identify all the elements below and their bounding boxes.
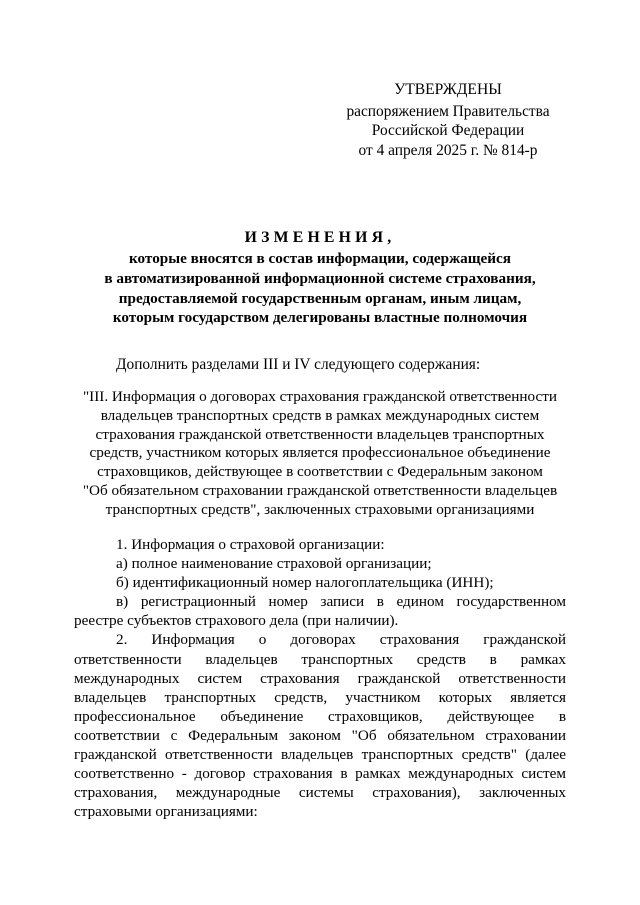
approval-block	[330, 80, 566, 160]
intro-paragraph: Дополнить разделами III и IV следующего содержания:	[116, 356, 481, 373]
document-body	[74, 535, 566, 821]
approval-line: распоряжением Правительства	[346, 102, 550, 120]
subtitle-line: которые вносятся в состав информации, содержащейся	[128, 250, 511, 267]
document-subtitle	[70, 249, 570, 328]
paragraph-item-2: 2. Информация о договорах страхования гражданской ответственности владельцев транспортных средств в рамках международных систем страхования гражданской ответственности владельцев транспортных средств, участником которых является профессиональное объединение страховщиков, действующее в соответствии с Федеральным законом "Об обязательном страховании гражданской ответственности владельцев транспортных средств" (далее соответственно - договор страхования в рамках международных систем страхования, международные системы страхования), заключенных страховыми организациями:	[74, 631, 566, 821]
section-heading-line: страхования гражданской ответственности владельцев транспортных	[95, 425, 545, 443]
subtitle-line: которым государством делегированы властные полномочия	[112, 309, 528, 327]
approval-heading: УТВЕРЖДЕНЫ	[394, 81, 502, 98]
approval-line: Российской Федерации	[371, 122, 525, 139]
subtitle-line: предоставляемой государственным органам, иным лицам,	[118, 289, 522, 307]
section-heading-line: транспортных средств", заключенных страховыми организациями	[105, 500, 535, 518]
approval-date-line: от 4 апреля 2025 г. № 814-р	[358, 141, 538, 159]
section-heading-line: "Об обязательном страховании гражданской ответственности владельцев	[82, 481, 558, 499]
subitem-v: в) регистрационный номер записи в едином государственном реестре субъектов страхового дела (при наличии).	[74, 593, 566, 630]
subtitle-line: в автоматизированной информационной системе страхования,	[104, 269, 536, 287]
paragraph-item-1: 1. Информация о страховой организации:	[116, 536, 385, 553]
section-heading-line: страховщиков, действующее в соответствии с Федеральным законом	[97, 463, 543, 481]
section-heading-line: средств, участником которых является профессиональное объединение	[89, 444, 551, 462]
subitem-b: б) идентификационный номер налогоплательщика (ИНН);	[116, 574, 494, 592]
subitem-a: а) полное наименование страховой организации;	[116, 555, 432, 573]
section-heading	[74, 388, 566, 520]
document-title: ИЗМЕНЕНИЯ,	[244, 229, 396, 246]
section-heading-line: "III. Информация о договорах страхования гражданской ответственности	[82, 388, 558, 405]
section-heading-line: владельцев транспортных средств в рамках международных систем	[100, 406, 540, 424]
